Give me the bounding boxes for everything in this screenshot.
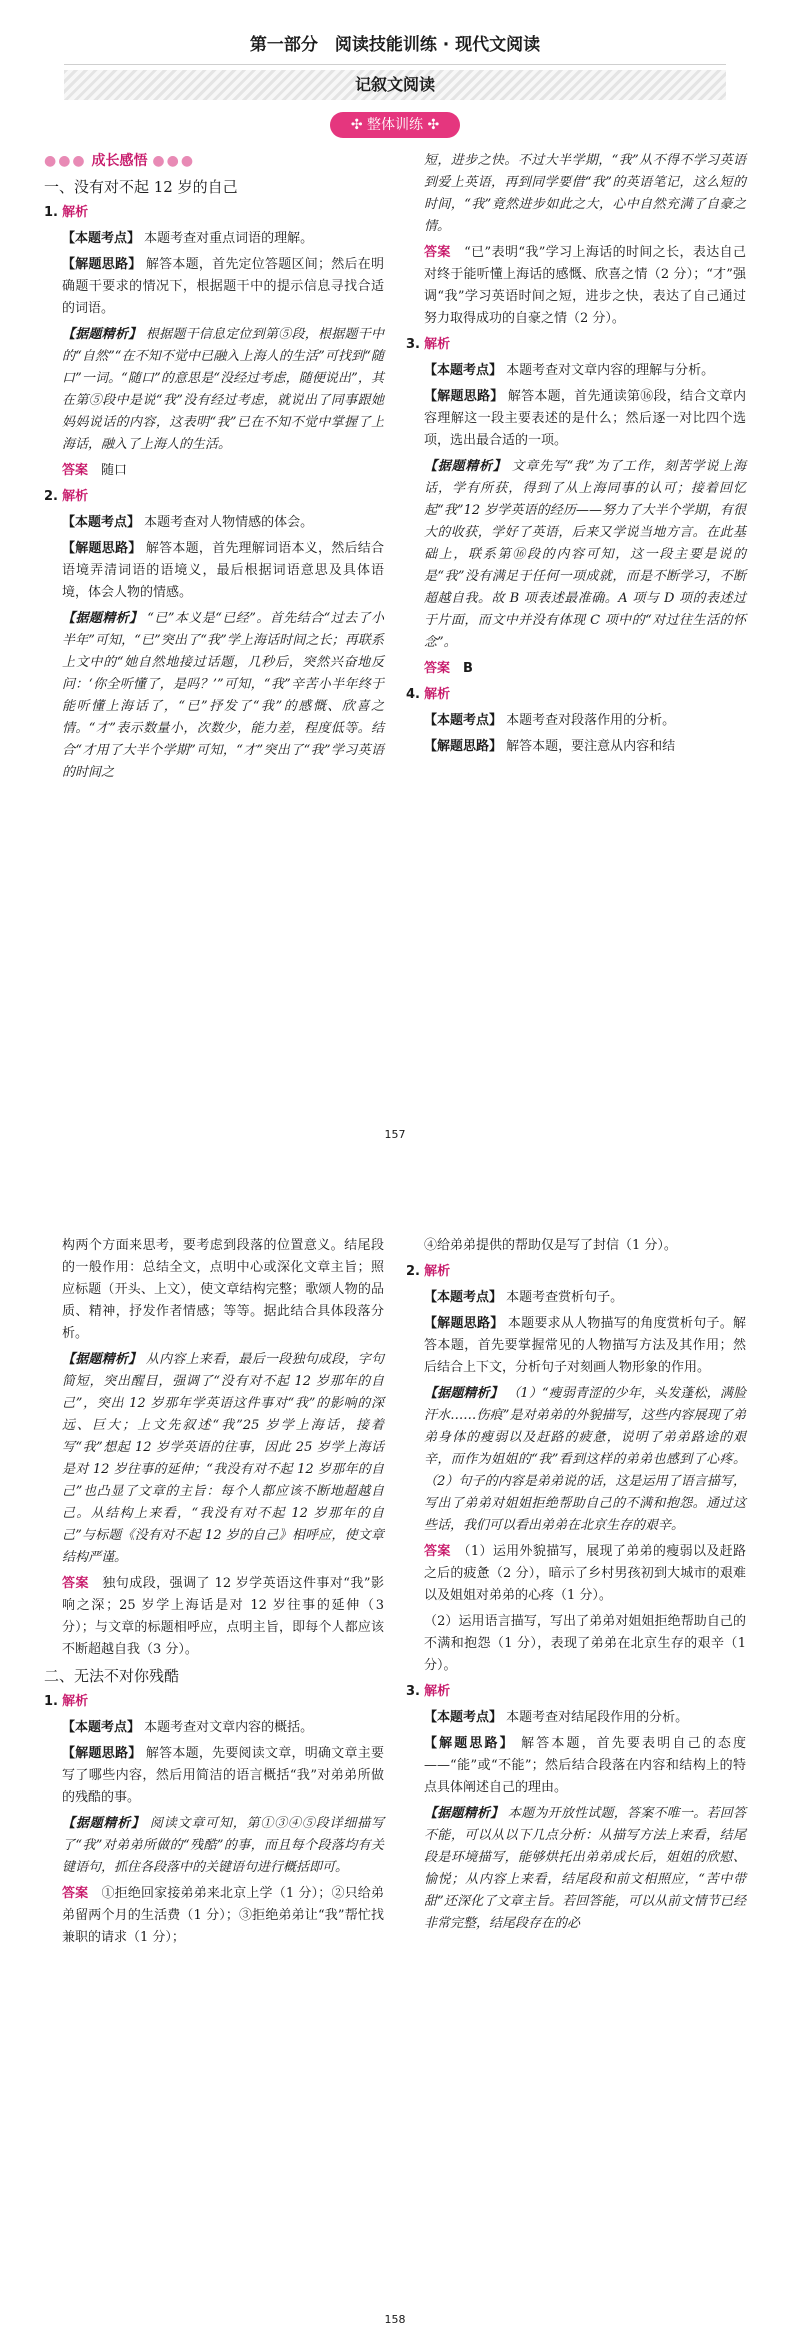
- topic-text: 本题考查对文章内容的理解与分析。: [506, 363, 715, 378]
- p2-q1-topic: [44, 1717, 384, 1739]
- dots-decoration: ●●●: [152, 153, 196, 169]
- q1-answer: [44, 460, 384, 482]
- header-divider: [64, 64, 726, 65]
- q3-answer: [406, 658, 746, 680]
- practice-pill-label: 整体训练: [367, 117, 423, 133]
- q4-topic: [406, 710, 746, 732]
- detail-label: 【据题精析】: [62, 611, 143, 626]
- p2-q1-answer: [44, 1883, 384, 1949]
- detail-text: 文章先写“我”为了工作，刻苦学说上海话，学有所获，得到了从上海同事的认可；接着回忆起“我”12 岁学英语的经历——努力了大半个学期，有很大的收获，学好了英语，后来又学说当地方言。在此基础上，联系第⑯段的内容可知，这一段主要是说的是“我”没有满足于任何一项成就，而是不断学习，不断超越自我。故 B 项表述最准确。A 项与 D 项的表述过于片面，而文中并没有体现 C 项中的“对过往生活的怀念”。: [424, 459, 746, 650]
- page1-right-column: [406, 150, 746, 762]
- q3-analysis-label: 解析: [424, 337, 451, 352]
- running-header: 第一部分 阅读技能训练 · 现代文阅读: [249, 35, 541, 55]
- answer-label: 答案: [62, 1576, 89, 1591]
- p2-q1-approach: [44, 1743, 384, 1809]
- approach-label: 【解题思路】: [62, 541, 142, 556]
- detail-text: 根据题干信息定位到第⑤段，根据题干中的“自然”“在不知不觉中已融入上海人的生活”可找到“随口”一词。“随口”的意思是“没经过考虑，随便说出”，其在第⑤段中是说“我”没有经过考虑，就说出了同事跟她妈妈说话的内容，这表明“我”已在不知不觉中掌握了上海话，融入了上海人的生活。: [62, 327, 384, 452]
- q3-number: 3.: [406, 1684, 420, 1699]
- topic-label: 【本题考点】: [62, 1720, 141, 1735]
- answer-text: ①拒绝回家接弟弟来北京上学（1 分）；②只给弟弟留两个月的生活费（1 分）；③拒绝弟弟让“我”帮忙找兼职的请求（1 分）；: [62, 1886, 384, 1945]
- page-158: [0, 1205, 790, 2346]
- practice-pill: ✣ 整体训练 ✣: [330, 112, 460, 138]
- topic-label: 【本题考点】: [424, 1710, 503, 1725]
- q4-heading: [406, 684, 746, 706]
- q1-analysis-label: 解析: [62, 1694, 89, 1709]
- detail-label: 【据题精析】: [62, 1816, 145, 1831]
- answer-text: 随口: [101, 463, 128, 478]
- p2-q1-detail: [44, 1813, 384, 1879]
- p2-q2-approach: [406, 1313, 746, 1379]
- approach-text: 解答本题，要注意从内容和结: [506, 739, 676, 754]
- q1-number: 1.: [44, 205, 58, 220]
- detail-text: “已”本义是“已经”。首先结合“过去了小半年”可知，“已”突出了“我”学上海话时间之长；再联系上文中的“她自然地接过话题，几秒后，突然兴奋地反问：‘你全听懂了，是吗？’”可知，“我”辛苦小半年终于能听懂上海话了，“已”抒发了“我”的感慨、欣喜之情。“才”表示数量小，次数少，能力差，程度低等。结合“才用了大半个学期”可知，“才”突出了“我”学习英语的时间之: [62, 611, 384, 780]
- approach-label: 【解题思路】: [424, 1316, 504, 1331]
- q1-topic: [44, 228, 384, 250]
- approach-label: 【解题思路】: [62, 257, 142, 272]
- detail-text: 本题为开放性试题，答案不唯一。若回答不能，可以从以下几点分析：从描写方法上来看，结尾段是环境描写，能够烘托出弟弟成长后，姐姐的欣慰、愉悦；从内容上来看，结尾段和前文相照应，“苦中带甜”还深化了文章主旨。若回答能，可以从前文情节已经非常完整，结尾段存在的必: [424, 1806, 746, 1931]
- answer-text: “已”表明“我”学习上海话的时间之长，表达自己对终于能听懂上海话的感慨、欣喜之情（2 分）；“才”强调“我”学习英语时间之短，进步之快，表达了自己通过努力取得成功的自豪之情（2 分）。: [424, 245, 746, 326]
- detail-label: 【据题精析】: [424, 459, 507, 474]
- approach-text: 解答本题，首先要表明自己的态度——“能”或“不能”；然后结合段落在内容和结构上的特点具体阐述自己的理由。: [424, 1736, 746, 1795]
- answer-label: 答案: [424, 245, 451, 260]
- page-number: 157: [384, 1128, 406, 1141]
- approach-label: 【解题思路】: [424, 389, 504, 404]
- p2-q3-heading: [406, 1681, 746, 1703]
- q3-heading: [406, 334, 746, 356]
- detail-label: 【据题精析】: [62, 327, 142, 342]
- q2-detail: [44, 608, 384, 784]
- detail-text: 从内容上来看，最后一段独句成段，字句简短，突出醒目，强调了“没有对不起 12 岁那年的自己”，突出 12 岁那年学英语这件事对“我”的影响的深远、巨大；上文先叙述“我”25 岁学上海话，接着写“我”想起 12 岁学英语的往事，因此 25 岁学上海话是对 12 岁往事的延伸；“我没有对不起 12 岁那年的自己”也凸显了文章的主旨：每个人都应该不断地超越自己。从结构上来看，“我没有对不起 12 岁那年的自己”与标题《没有对不起 12 岁的自己》相呼应，使文章结构严谨。: [62, 1352, 384, 1565]
- topic-text: 本题考查对结尾段作用的分析。: [506, 1710, 689, 1725]
- detail-label: 【据题精析】: [62, 1352, 142, 1367]
- q4-approach: [406, 736, 746, 758]
- dots-decoration: ●●●: [44, 153, 87, 169]
- page-157: [0, 0, 790, 1160]
- p2-q1-answer-continued: ④给弟弟提供的帮助仅是写了封信（1 分）。: [424, 1238, 677, 1253]
- q2-heading: [44, 486, 384, 508]
- answer-text: B: [463, 661, 473, 676]
- detail-text: （1）“瘦弱青涩的少年，头发蓬松，满脸汗水……伤痕”是对弟弟的外貌描写，这些内容展现了弟弟身体的瘦弱以及赶路的疲惫，说明了弟弟路途的艰辛，而作为姐姐的“我”看到这样的弟弟也感到了心疼。（2）句子的内容是弟弟说的话，这是运用了语言描写，写出了弟弟对姐姐拒绝帮助自己的不满和抱怨。通过这些话，我们可以看出弟弟在北京生存的艰辛。: [424, 1386, 746, 1533]
- q2-analysis-label: 解析: [424, 1264, 451, 1279]
- topic-text: 本题考查赏析句子。: [506, 1290, 624, 1305]
- topic-text: 本题考查对段落作用的分析。: [506, 713, 676, 728]
- q3-topic: [406, 360, 746, 382]
- q4-analysis-label: 解析: [424, 687, 451, 702]
- approach-label: 【解题思路】: [62, 1746, 142, 1761]
- topic-text: 本题考查对文章内容的概括。: [144, 1720, 314, 1735]
- approach-text: 解答本题，首先通读第⑯段，结合文章内容理解这一段主要表述的是什么；然后逐一对比四个选项，选出最合适的一项。: [424, 389, 746, 448]
- category-label: 成长感悟: [91, 153, 148, 169]
- q3-approach: [406, 386, 746, 452]
- page2-right-column: [406, 1235, 746, 1939]
- article-title: 二、无法不对你残酷: [44, 1667, 180, 1685]
- q4-number: 4.: [406, 687, 420, 702]
- detail-label: 【据题精析】: [424, 1806, 504, 1821]
- section-banner: 记叙文阅读: [64, 70, 726, 100]
- p2-q3-topic: [406, 1707, 746, 1729]
- answer-label: 答案: [424, 1544, 451, 1559]
- category-heading: [44, 150, 384, 172]
- p2-q2-heading: [406, 1261, 746, 1283]
- q2-detail-continued: 短，进步之快。不过大半学期，“我”从不得不学习英语到爱上英语，再到同学要借“我”的英语笔记，这么短的时间，“我”竟然进步如此之大，心中自然充满了自豪之情。: [424, 153, 746, 234]
- approach-text: 解答本题，首先理解词语本义，然后结合语境弄清词语的语境义，最后根据词语意思及具体语境，体会人物的情感。: [62, 541, 384, 600]
- q2-analysis-label: 解析: [62, 489, 89, 504]
- q4-approach-continued: 构两个方面来思考，要考虑到段落的位置意义。结尾段的一般作用：总结全文，点明中心或深化文章主旨；照应标题（开头、上文），使文章结构完整；歌颂人物的品质、精神，抒发作者情感；等等。据此结合具体段落分析。: [62, 1238, 384, 1341]
- answer-label: 答案: [424, 661, 451, 676]
- q2-answer: [406, 242, 746, 330]
- q3-detail: [406, 456, 746, 654]
- p2-q2-answer-part2: （2）运用语言描写，写出了弟弟对姐姐拒绝帮助自己的不满和抱怨（1 分），表现了弟弟在北京生存的艰辛（1 分）。: [424, 1614, 746, 1673]
- topic-label: 【本题考点】: [424, 363, 503, 378]
- q3-number: 3.: [406, 337, 420, 352]
- q2-number: 2.: [44, 489, 58, 504]
- topic-label: 【本题考点】: [424, 1290, 503, 1305]
- q1-detail: [44, 324, 384, 456]
- topic-text: 本题考查对重点词语的理解。: [144, 231, 314, 246]
- page2-left-column: [44, 1235, 384, 1953]
- q4-detail: [44, 1349, 384, 1569]
- detail-text: 阅读文章可知，第①③④⑤段详细描写了“我”对弟弟所做的“残酷”的事，而且每个段落均有关键语句，抓住各段落中的关键语句进行概括即可。: [62, 1816, 384, 1875]
- p2-q1-heading: [44, 1691, 384, 1713]
- topic-label: 【本题考点】: [62, 515, 141, 530]
- q1-analysis-label: 解析: [62, 205, 89, 220]
- topic-text: 本题考查对人物情感的体会。: [144, 515, 314, 530]
- q2-approach: [44, 538, 384, 604]
- approach-text: 解答本题，首先定位答题区间；然后在明确题干要求的情况下，根据题干中的提示信息寻找合适的词语。: [62, 257, 384, 316]
- p2-q3-approach: [406, 1733, 746, 1799]
- answer-label: 答案: [62, 1886, 89, 1901]
- q3-analysis-label: 解析: [424, 1684, 451, 1699]
- p2-q3-detail: [406, 1803, 746, 1935]
- q4-answer: [44, 1573, 384, 1661]
- p2-q2-detail: [406, 1383, 746, 1537]
- detail-label: 【据题精析】: [424, 1386, 503, 1401]
- q1-heading: [44, 202, 384, 224]
- topic-label: 【本题考点】: [62, 231, 141, 246]
- approach-label: 【解题思路】: [424, 1736, 515, 1751]
- p2-q2-answer: [406, 1541, 746, 1607]
- answer-label: 答案: [62, 463, 89, 478]
- answer-text: （1）运用外貌描写，展现了弟弟的瘦弱以及赶路之后的疲惫（2 分），暗示了乡村男孩初到大城市的艰难以及姐姐对弟弟的心疼（1 分）。: [424, 1544, 746, 1603]
- answer-text: 独句成段，强调了 12 岁学英语这件事对“我”影响之深；25 岁学上海话是对 12 岁往事的延伸（3 分）；与文章的标题相呼应，点明主旨，即每个人都应该不断超越自我（3 分）。: [62, 1576, 384, 1657]
- article-title: 一、没有对不起 12 岁的自己: [44, 178, 238, 196]
- topic-label: 【本题考点】: [424, 713, 503, 728]
- page-number: 158: [384, 2313, 406, 2326]
- q2-number: 2.: [406, 1264, 420, 1279]
- approach-text: 本题要求从人物描写的角度赏析句子。解答本题，首先要掌握常见的人物描写方法及其作用；然后结合上下文，分析句子对刻画人物形象的作用。: [424, 1316, 746, 1375]
- q2-topic: [44, 512, 384, 534]
- page1-left-column: [44, 150, 384, 788]
- approach-label: 【解题思路】: [424, 739, 503, 754]
- q1-approach: [44, 254, 384, 320]
- approach-text: 解答本题，先要阅读文章，明确文章主要写了哪些内容，然后用简洁的语言概括“我”对弟弟所做的残酷的事。: [62, 1746, 384, 1805]
- q1-number: 1.: [44, 1694, 58, 1709]
- p2-q2-topic: [406, 1287, 746, 1309]
